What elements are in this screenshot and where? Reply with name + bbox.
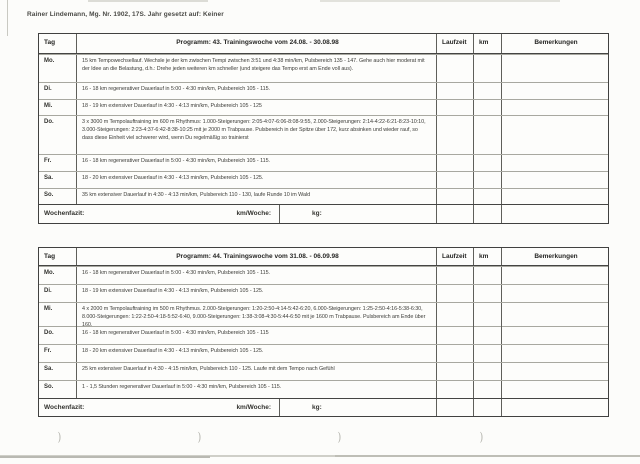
- col-header-laufzeit: Laufzeit: [436, 34, 473, 53]
- scan-bottom-edge-shadow: [335, 455, 640, 457]
- binding-mark-icon: ): [337, 430, 342, 444]
- day-label: So.: [44, 384, 54, 390]
- day-label: Mo.: [44, 58, 55, 64]
- day-label: Fr.: [44, 348, 52, 354]
- km-cell: [473, 267, 501, 284]
- program-text: 16 - 18 km regenerativer Dauerlauf in 5:00 - 4:30 min/km, Pulsbereich 105 - 115: [76, 327, 436, 344]
- km-cell: [473, 172, 501, 188]
- program-text: 16 - 18 km regenerativer Dauerlauf in 5:00 - 4:30 min/km, Pulsbereich 105 - 115.: [76, 267, 436, 284]
- bemerkungen-cell: [501, 327, 608, 344]
- laufzeit-cell: [436, 327, 473, 344]
- week-summary-row: [39, 398, 608, 416]
- day-label: Mo.: [44, 270, 55, 276]
- program-text: 16 - 18 km regenerativer Dauerlauf in 5:00 - 4:30 min/km, Pulsbereich 105 - 115.: [76, 83, 436, 99]
- bemerkungen-cell: [501, 303, 608, 329]
- laufzeit-cell: [436, 303, 473, 329]
- laufzeit-cell: [436, 189, 473, 204]
- col-header-bemerkungen: Bemerkungen: [501, 248, 608, 265]
- table-row-sunday: [39, 380, 608, 398]
- scan-top-edge-shadow: [320, 0, 560, 2]
- wochenfazit-label: Wochenfazit:: [44, 404, 85, 411]
- col-header-bemerkungen: Bemerkungen: [501, 34, 608, 53]
- program-text: 18 - 20 km extensiver Dauerlauf in 4:30 - 4:13 min/km, Pulsbereich 105 - 125.: [76, 172, 436, 188]
- binding-mark-icon: ): [479, 430, 484, 444]
- bemerkungen-cell: [501, 172, 608, 188]
- scan-bottom-edge-shadow: [0, 456, 210, 458]
- bemerkungen-cell: [501, 100, 608, 115]
- table-header-row: [39, 34, 608, 54]
- bemerkungen-cell: [501, 116, 608, 154]
- kg-label: kg:: [279, 205, 436, 223]
- binding-mark-icon: ): [57, 430, 62, 444]
- laufzeit-cell: [436, 172, 473, 188]
- km-cell: [473, 345, 501, 362]
- table-header-row: [39, 248, 608, 266]
- table-row-friday: [39, 154, 608, 171]
- bemerkungen-cell: [501, 55, 608, 82]
- km-cell: [473, 285, 501, 302]
- km-cell: [473, 381, 501, 398]
- km-cell: [473, 55, 501, 82]
- scan-top-edge-shadow: [88, 0, 208, 2]
- laufzeit-cell: [436, 116, 473, 154]
- laufzeit-cell: [436, 345, 473, 362]
- km-cell: [473, 83, 501, 99]
- day-label: Mi.: [44, 103, 53, 109]
- table-title-week-43: Programm: 43. Trainingswoche vom 24.08. - 30.08.98: [76, 34, 436, 53]
- km-cell: [473, 155, 501, 171]
- day-label: Mi.: [44, 306, 53, 312]
- bemerkungen-cell: [501, 83, 608, 99]
- bemerkungen-cell: [501, 363, 608, 380]
- km-woche-label: km/Woche:: [236, 210, 271, 217]
- program-text: 35 km extensiver Dauerlauf in 4:30 - 4:13 min/km, Pulsbereich 110 - 130, laufe Runde 10 im Wald: [76, 189, 436, 204]
- laufzeit-cell: [436, 381, 473, 398]
- laufzeit-cell: [436, 267, 473, 284]
- day-label: Do.: [44, 330, 54, 336]
- table-row-sunday: [39, 188, 608, 204]
- day-label: Fr.: [44, 158, 52, 164]
- table-row-tuesday: [39, 82, 608, 99]
- bemerkungen-cell: [501, 155, 608, 171]
- day-label: So.: [44, 192, 54, 198]
- day-label: Do.: [44, 119, 54, 125]
- km-cell: [473, 327, 501, 344]
- km-cell: [473, 100, 501, 115]
- table-row-monday: [39, 266, 608, 284]
- day-label: Sa.: [44, 366, 54, 372]
- table-row-saturday: [39, 362, 608, 380]
- table-row-thursday: [39, 326, 608, 344]
- program-text: 18 - 19 km extensiver Dauerlauf in 4:30 - 4:13 min/km, Pulsbereich 105 - 125: [76, 100, 436, 115]
- laufzeit-cell: [436, 155, 473, 171]
- athlete-header-line: Rainer Lindemann, Mg. Nr. 1902, 17S. Jahr gesetzt auf: Keiner: [27, 11, 224, 18]
- training-week-44-table: [38, 247, 609, 417]
- program-text: 4 x 2000 m Tempolauftraining im 500 m Rhythmus. 2.000-Steigerungen: 1:20-2:50-4:14-5:42-6:20, 6.000-Steigerungen: 1:25-2:50-4:16-5:38-6:30, 8.000-Steigerungen: 1:22-2:50-4:18-5:52-6:40, 9.000-Steigerungen: 1:38-3:08-4:30-5:44-6:50 mit je 1600 m Trabpause. Pulsbereich am Ende über 160.: [76, 303, 436, 329]
- laufzeit-cell: [436, 100, 473, 115]
- col-header-tag: Tag: [44, 253, 56, 260]
- col-header-laufzeit: Laufzeit: [436, 248, 473, 265]
- week-summary-first-cell: [39, 399, 279, 416]
- table-row-tuesday: [39, 284, 608, 302]
- day-label: Di.: [44, 288, 52, 294]
- summary-laufzeit-cell: [436, 205, 473, 223]
- summary-km-cell: [473, 399, 501, 416]
- km-cell: [473, 303, 501, 329]
- day-label: Di.: [44, 86, 52, 92]
- col-header-km: km: [473, 248, 501, 265]
- table-row-wednesday: [39, 99, 608, 115]
- km-cell: [473, 116, 501, 154]
- km-cell: [473, 189, 501, 204]
- bemerkungen-cell: [501, 267, 608, 284]
- summary-bemerkungen-cell: [501, 205, 608, 223]
- summary-bemerkungen-cell: [501, 399, 608, 416]
- summary-km-cell: [473, 205, 501, 223]
- laufzeit-cell: [436, 363, 473, 380]
- km-cell: [473, 363, 501, 380]
- col-header-km: km: [473, 34, 501, 53]
- col-header-tag: Tag: [44, 39, 56, 46]
- program-text: 18 - 20 km extensiver Dauerlauf in 4:30 - 4:13 min/km, Pulsbereich 105 - 125.: [76, 345, 436, 362]
- program-text: 15 km Tempowechsellauf. Wechsle je der km zwischen Tempi zwischen 3:51 und 4:38 min/km, Pulsbereich 135 - 147. Gehe auch hier moderat mit der Idee an die Belastung, d.h.: Drehe jeden weiteren km schneller (und steigere das Tempo erst am Ende voll aus).: [76, 55, 436, 82]
- table-row-monday: [39, 54, 608, 82]
- program-text: 1 - 1,5 Stunden regenerativer Dauerlauf in 5:00 - 4:30 min/km, Pulsbereich 105 - 115.: [76, 381, 436, 398]
- program-text: 16 - 18 km regenerativer Dauerlauf in 5:00 - 4:30 min/km, Pulsbereich 105 - 115.: [76, 155, 436, 171]
- laufzeit-cell: [436, 285, 473, 302]
- table-row-friday: [39, 344, 608, 362]
- table-row-saturday: [39, 171, 608, 188]
- table-row-wednesday: [39, 302, 608, 326]
- table-title-week-44: Programm: 44. Trainingswoche vom 31.08. - 06.09.98: [76, 248, 436, 265]
- summary-laufzeit-cell: [436, 399, 473, 416]
- program-text: 3 x 3000 m Tempolauftraining im 600 m Rhythmus: 1.000-Steigerungen: 2:05-4:07-6:06-8:08-9:55, 2.000-Steigerungen: 2:14-4:22-6:21-8:23-10:10, 3.000-Steigerungen: 2:23-4:37-6:42-8:38-10:25 mit je 2000 m Trabpause. Pulsbereich in der Spitze über 172, kurz absinken und wieder rauf, so dass diese Einheit viel schwerer wird, wenn Du regelmäßig so trainierst: [76, 116, 436, 154]
- training-week-43-table: [38, 33, 609, 224]
- bemerkungen-cell: [501, 381, 608, 398]
- day-label: Sa.: [44, 175, 54, 181]
- laufzeit-cell: [436, 83, 473, 99]
- program-text: 25 km extensiver Dauerlauf in 4:30 - 4:15 min/km, Pulsbereich 110 - 125. Laufe mit dem Tempo nach Gefühl: [76, 363, 436, 380]
- km-woche-label: km/Woche:: [236, 404, 271, 411]
- bemerkungen-cell: [501, 189, 608, 204]
- scan-left-edge-shadow: [7, 0, 8, 36]
- program-text: 18 - 19 km extensiver Dauerlauf in 4:30 - 4:13 min/km, Pulsbereich 105 - 125.: [76, 285, 436, 302]
- bemerkungen-cell: [501, 285, 608, 302]
- wochenfazit-label: Wochenfazit:: [44, 210, 85, 217]
- binding-mark-icon: ): [197, 430, 202, 444]
- week-summary-row: [39, 204, 608, 223]
- table-row-thursday: [39, 115, 608, 154]
- bemerkungen-cell: [501, 345, 608, 362]
- laufzeit-cell: [436, 55, 473, 82]
- kg-label: kg:: [279, 399, 436, 416]
- week-summary-first-cell: [39, 205, 279, 223]
